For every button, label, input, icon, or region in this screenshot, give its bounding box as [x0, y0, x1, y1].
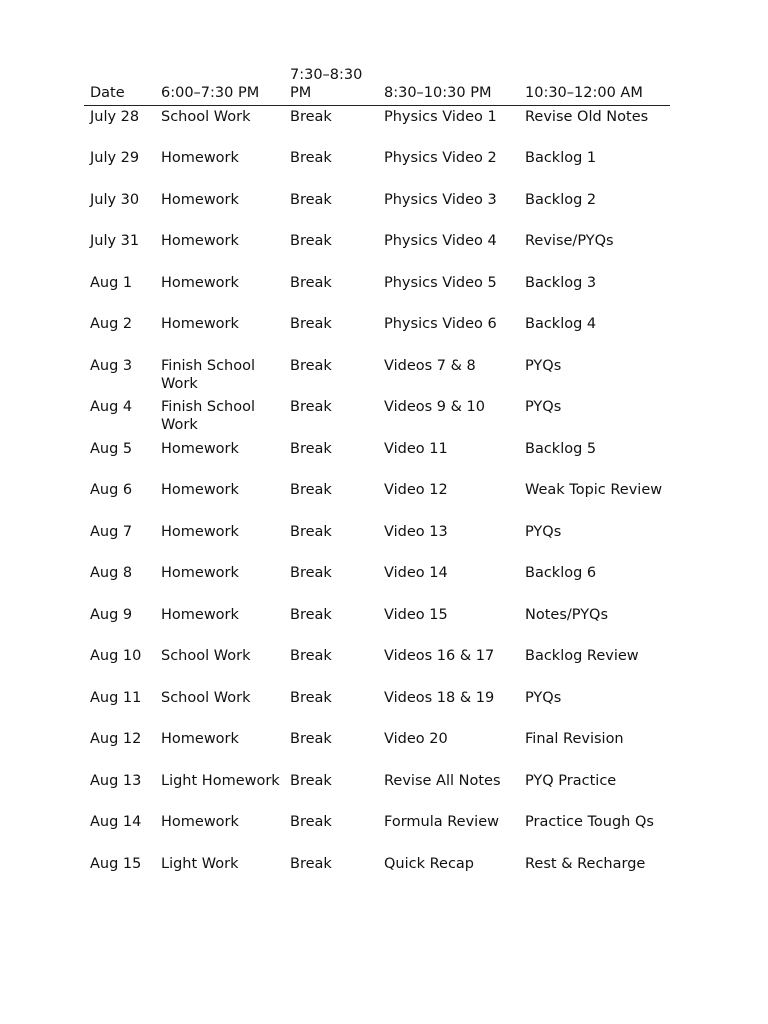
table-row [84, 355, 670, 397]
cell-slot-1: Light Homework [161, 772, 280, 789]
cell-date: Aug 7 [90, 523, 133, 540]
cell-slot-4: Weak Topic Review [525, 482, 663, 498]
table-row [84, 313, 670, 355]
cell-date: July 29 [90, 150, 140, 166]
cell-slot-1: Homework [161, 274, 239, 291]
cell-slot-3: Physics Video 6 [384, 316, 497, 332]
cell-slot-1: Light Work [161, 855, 239, 872]
cell-slot-4: Backlog 4 [525, 316, 597, 332]
cell-date: Aug 14 [90, 814, 142, 830]
cell-slot-3: Revise All Notes [384, 772, 501, 789]
cell-slot-4: PYQs [525, 399, 562, 415]
cell-slot-3: Videos 18 & 19 [384, 689, 495, 706]
table-row [84, 147, 670, 189]
cell-slot-4: Rest & Recharge [525, 855, 646, 872]
cell-slot-1: Homework [161, 523, 239, 540]
cell-slot-3: Video 11 [384, 440, 448, 457]
table-row [84, 770, 670, 812]
table-row [84, 438, 670, 480]
cell-date: Aug 4 [90, 399, 133, 415]
cell-slot-1: Finish School Work [161, 399, 256, 433]
cell-slot-4: Backlog 3 [525, 274, 597, 291]
cell-slot-1: Homework [161, 565, 239, 581]
cell-slot-2: Break [290, 772, 332, 789]
cell-slot-1: Homework [161, 814, 239, 830]
cell-slot-4: Notes/PYQs [525, 606, 609, 623]
schedule-header [84, 66, 670, 106]
cell-slot-1: School Work [161, 109, 251, 125]
cell-slot-1: Homework [161, 731, 239, 747]
cell-slot-2: Break [290, 233, 332, 249]
cell-slot-1: Homework [161, 316, 239, 332]
cell-slot-4: Backlog 6 [525, 565, 597, 581]
cell-date: Aug 13 [90, 772, 142, 789]
table-row [84, 728, 670, 770]
cell-slot-2: Break [290, 316, 332, 332]
cell-slot-3: Physics Video 3 [384, 191, 497, 208]
cell-date: Aug 9 [90, 606, 133, 623]
cell-slot-1: School Work [161, 689, 251, 706]
cell-slot-1: Finish School Work [161, 357, 256, 392]
cell-slot-3: Video 13 [384, 523, 448, 540]
cell-date: July 28 [90, 109, 140, 125]
cell-slot-4: Final Revision [525, 731, 624, 747]
cell-date: Aug 3 [90, 357, 133, 374]
table-row [84, 687, 670, 729]
cell-slot-3: Physics Video 4 [384, 233, 497, 249]
cell-date: Aug 8 [90, 565, 133, 581]
header-slot-4: 10:30–12:00 AM [519, 66, 670, 106]
cell-slot-2: Break [290, 440, 332, 457]
table-row [84, 604, 670, 646]
cell-slot-1: Homework [161, 440, 239, 457]
cell-slot-1: Homework [161, 150, 239, 166]
cell-slot-3: Physics Video 1 [384, 109, 497, 125]
cell-slot-2: Break [290, 357, 332, 374]
cell-date: Aug 11 [90, 689, 142, 706]
schedule-table [84, 66, 670, 894]
cell-date: Aug 6 [90, 482, 133, 498]
table-row [84, 106, 670, 148]
header-row [84, 66, 670, 106]
table-row [84, 811, 670, 853]
cell-slot-3: Videos 7 & 8 [384, 357, 476, 374]
table-row [84, 396, 670, 438]
cell-slot-4: Backlog 2 [525, 191, 597, 208]
header-slot-1: 6:00–7:30 PM [155, 66, 284, 106]
cell-slot-3: Physics Video 5 [384, 274, 497, 291]
cell-slot-4: Revise Old Notes [525, 109, 649, 125]
cell-slot-1: School Work [161, 648, 251, 664]
cell-slot-2: Break [290, 855, 332, 872]
cell-slot-2: Break [290, 523, 332, 540]
cell-slot-2: Break [290, 482, 332, 498]
cell-slot-2: Break [290, 150, 332, 166]
table-row [84, 521, 670, 563]
cell-slot-4: PYQs [525, 357, 562, 374]
cell-date: Aug 1 [90, 274, 133, 291]
cell-slot-2: Break [290, 606, 332, 623]
cell-slot-2: Break [290, 689, 332, 706]
header-slot-3: 8:30–10:30 PM [378, 66, 519, 106]
cell-slot-3: Video 14 [384, 565, 448, 581]
cell-slot-4: Backlog 5 [525, 440, 597, 457]
cell-date: July 30 [90, 191, 140, 208]
cell-slot-2: Break [290, 109, 332, 125]
cell-slot-1: Homework [161, 482, 239, 498]
cell-slot-3: Video 20 [384, 731, 448, 747]
cell-slot-3: Video 12 [384, 482, 448, 498]
cell-slot-3: Formula Review [384, 814, 499, 830]
cell-slot-2: Break [290, 191, 332, 208]
cell-date: Aug 5 [90, 440, 133, 457]
cell-slot-4: Revise/PYQs [525, 233, 614, 249]
cell-slot-3: Physics Video 2 [384, 150, 497, 166]
cell-slot-2: Break [290, 814, 332, 830]
cell-slot-4: Practice Tough Qs [525, 814, 654, 830]
cell-slot-2: Break [290, 648, 332, 664]
cell-slot-2: Break [290, 731, 332, 747]
table-row [84, 230, 670, 272]
cell-slot-2: Break [290, 274, 332, 291]
cell-slot-4: PYQs [525, 689, 562, 706]
cell-slot-1: Homework [161, 606, 239, 623]
cell-slot-3: Videos 9 & 10 [384, 399, 485, 415]
table-row [84, 645, 670, 687]
header-date: Date [84, 66, 155, 106]
cell-slot-4: PYQ Practice [525, 772, 617, 789]
cell-date: July 31 [90, 233, 140, 249]
table-row [84, 853, 670, 895]
header-slot-2: 7:30–8:30 PM [284, 66, 378, 106]
table-row [84, 562, 670, 604]
table-row [84, 189, 670, 231]
cell-slot-3: Videos 16 & 17 [384, 648, 495, 664]
table-row [84, 272, 670, 314]
cell-slot-3: Video 15 [384, 606, 448, 623]
cell-date: Aug 12 [90, 731, 142, 747]
cell-slot-1: Homework [161, 233, 239, 249]
cell-slot-4: PYQs [525, 523, 562, 540]
cell-slot-4: Backlog Review [525, 648, 639, 664]
cell-slot-4: Backlog 1 [525, 150, 597, 166]
schedule-body [84, 106, 670, 895]
cell-slot-1: Homework [161, 191, 239, 208]
cell-date: Aug 10 [90, 648, 142, 664]
cell-date: Aug 2 [90, 316, 133, 332]
cell-date: Aug 15 [90, 855, 142, 872]
cell-slot-2: Break [290, 399, 332, 415]
cell-slot-3: Quick Recap [384, 855, 475, 872]
cell-slot-2: Break [290, 565, 332, 581]
table-row [84, 479, 670, 521]
